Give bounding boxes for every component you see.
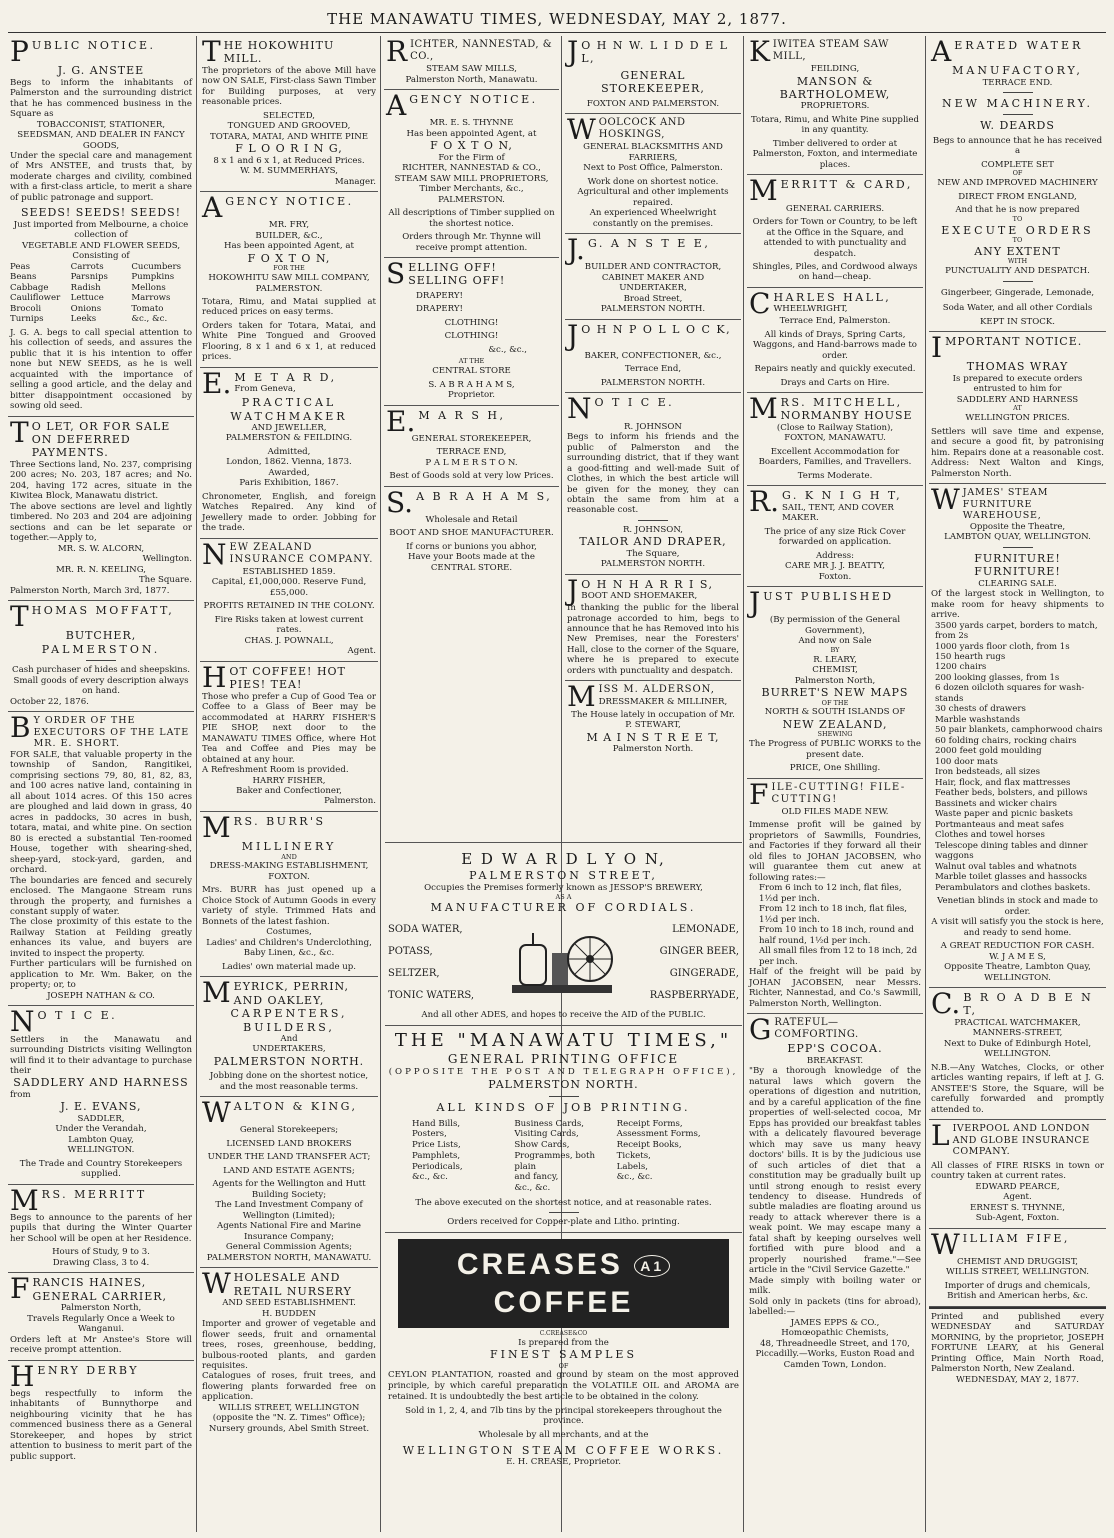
cordial-list-left: SODA WATER, POTASS, SELTZER, TONIC WATERS, bbox=[388, 924, 475, 1002]
ad-thynne-agency: A GENCY NOTICE. MR. E. S. THYNNE Has been appointed Agent, at F O X T O N, For the Firm of RICHTER, NANNESTAD & CO., STEAM SAW MILL PROPRIETORS, Timber Merchants, &c., PALMERSTON. All descriptions of Timber supplied on the shortest notice. Orders through Mr. Thynne will receive prompt attention. bbox=[384, 90, 559, 258]
ad-marsh-storekeeper: E. M A R S H, GENERAL STOREKEEPER, TERRACE END, P A L M E R S T O N. Best of Goods sold at very low Prices. bbox=[384, 406, 559, 487]
ad-aerated-water: A ERATED WATER MANUFACTORY, TERRACE END. NEW MACHINERY. W. DEARDS Begs to announce that he has received a COMPLETE SET OF NEW AND IMPROVED MACHINERY DIRECT FROM ENGLAND, And that he is now prepared TO EXECUTE ORDERS TO ANY EXTENT WITH PUNCTUALITY AND DESPATCH. Gingerbeer, Gingerade, Lemonade, Soda Water, and all other Cordials KEPT IN STOCK. bbox=[929, 36, 1106, 332]
ad-just-published: J UST PUBLISHED (By permission of the General Government), And now on Sale BY R. LEARY, CHEMIST, Palmerston North, BURRET'S NEW MAPS OF THE NORTH & SOUTH ISLANDS OF NEW ZEALAND, SHEWING The Progress of PUBLIC WORKS to the present date. PRICE, One Shilling. bbox=[747, 587, 923, 779]
ad-abrahams-boots: S. A B R A H A M S, Wholesale and Retail BOOT AND SHOE MANUFACTURER. If corns or bunions you abhor, Have your Boots made at the CENTRAL STORE. bbox=[386, 485, 554, 573]
ad-anstee-builder: J. G. A N S T E E, BUILDER AND CONTRACTOR, CABINET MAKER AND UNDERTAKER, Broad Street, PALMERSTON NORTH. bbox=[565, 234, 741, 320]
wide-ad-block bbox=[385, 846, 742, 1472]
ad-moffatt: T HOMAS MOFFATT, BUTCHER, PALMERSTON. Cash purchaser of hides and sheepskins. Small goods of every description always on hand. October 22, 1876. bbox=[8, 601, 194, 712]
seed-list: Peas Carrots Cucumbers Beans Parsnips Pumpkins Cabbage Radish Mellons Cauliflower Lettuce Marrows Brocoli Onions Tomato Turnips Leeks &c., &c. bbox=[10, 261, 182, 325]
ad-anstee-public-notice: P UBLIC NOTICE. J. G. ANSTEE Begs to inform the inhabitants of Palmerston and the surrounding district that he has commenced business in the Square as TOBACCONIST, STATIONER, SEEDSMAN, AND DEALER IN FANCY GOODS, Under the special care and management of Mrs ANSTEE, and trusts that, by moderate charges and civility, combined with a first-class article, to merit a share of public patronage and support. SEEDS! SEEDS! SEEDS! Just imported from Melbourne, a choice collection of VEGETABLE AND FLOWER SEEDS, Consisting of Peas Carrots Cucumbers Beans Parsnips Pumpkins Cabbage Radish Mellons Cauliflower Lettuce Marrows Brocoli Onions Tomato Turnips Leeks &c., &c. J. G. A. begs to call special attention to his collection of seeds, and assures the public that it is his intention to offer none but NEW SEEDS, as he is well acquainted with the importance of selling a good article, and the delay and bitter disappointment occasioned by sowing old seed. bbox=[8, 36, 194, 417]
ad-liddell: J O H N W. L I D D E L L, GENERAL STOREKEEPER, FOXTON AND PALMERSTON. bbox=[565, 36, 741, 114]
column-2 bbox=[200, 36, 378, 1532]
masthead-rule bbox=[8, 32, 1106, 33]
ad-harris-boots: J O H N H A R R I S, BOOT AND SHOEMAKER, In thanking the public for the liberal patronage accorded to him, begs to announce that he has Removed into his New Premises, near the Foresters' Hall, close to the corner of the Square, where he is prepared to execute orders with punctuality and despatch. bbox=[565, 575, 741, 682]
ad-budden-nursery: W HOLESALE AND RETAIL NURSERY AND SEED ESTABLISHMENT. H. BUDDEN Importer and grower of vegetable and flower seeds, fruit and ornamental trees, roses, greenhouse, bedding, bulbous-rooted plants, and garden requisites. Catalogues of roses, fruit trees, and flowering plants forwarded free on application. WILLIS STREET, WELLINGTON (opposite the "N. Z. Times" Office); Nursery grounds, Abel Smith Street. bbox=[202, 1267, 376, 1434]
ad-selling-off: S ELLING OFF! SELLING OFF! DRAPERY! DRAPERY! CLOTHING! CLOTHING! &c., &c., AT THE CENTRAL STORE S. A B R A H A M S, Proprietor. bbox=[384, 258, 559, 406]
ad-file-cutting: F ILE-CUTTING! FILE-CUTTING! OLD FILES MADE NEW. Immense profit will be gained by proprietors of Sawmills, Foundries, and Factories if they forward all their old files to JOHAN JACOBSEN, who will guarantee them cut anew at following rates:— From 6 inch to 12 inch, flat files, 1½d per inch. From 12 inch to 18 inch, flat files, 1½d per inch. From 10 inch to 18 inch, round and half round, 1½d per inch. All small files from 12 to 18 inch, 2d per inch. Half of the freight will be paid by JOHAN JACOBSEN, near Messrs. Richter, Nannestad, and Co.'s Sawmill, Palmerston North, Wellington. bbox=[747, 779, 923, 1014]
ad-francis-haines: F RANCIS HAINES, GENERAL CARRIER, Palmerston North, Travels Regularly Once a Week to Wanganui. Orders left at Mr Anstee's Store will receive prompt attention. bbox=[8, 1273, 194, 1360]
cordial-list-right: LEMONADE, GINGER BEER, GINGERADE, RASPBERRYADE, bbox=[649, 924, 739, 1002]
column-1 bbox=[8, 36, 194, 1532]
ad-mrs-merritt-school: M RS. MERRITT Begs to announce to the parents of her pupils that during the Winter Quarter her School will be open at her Residence. Hours of Study, 9 to 3. Drawing Class, 3 to 4. bbox=[8, 1185, 194, 1274]
ad-johnson-notice: N O T I C E. R. JOHNSON Begs to inform his friends and the public of Palmerston and the surrounding district, that if they want a good-fitting and well-made Suit of Clothes, in which the best article will be given for the money, they can obtain the same from him at a reasonable cost. R. JOHNSON, TAILOR AND DRAPER, The Square, PALMERSTON NORTH. bbox=[565, 393, 741, 574]
column-5 bbox=[747, 36, 923, 1532]
ad-woolcock-hoskings: W OOLCOCK AND HOSKINGS, GENERAL BLACKSMITHS AND FARRIERS, Next to Post Office, Palmerston. Work done on shortest notice. Agricultural and other implements repaired. An experienced Wheelwright constantly on the premises. bbox=[565, 114, 741, 234]
ad-hokowhitu-mill: T HE HOKOWHITU MILL. The proprietors of the above Mill have now ON SALE, First-class Sawn Timber for Building purposes, at very reasonable prices. SELECTED, TONGUED AND GROOVED, TOTARA, MATAI, AND WHITE PINE F L O O R I N G, 8 x 1 and 6 x 1, at Reduced Prices. W. M. SUMMERHAYS, Manager. bbox=[200, 36, 378, 192]
column-separator bbox=[380, 36, 381, 1532]
ad-printing-office: THE "MANAWATU TIMES," GENERAL PRINTING OFFICE (OPPOSITE THE POST AND TELEGRAPH OFFICE), PALMERSTON NORTH. ALL KINDS OF JOB PRINTING. Hand Bills, Posters, Price Lists, Pamphlets, Periodicals, &c., &c. Business Cards, Visiting Cards, Show Cards, Programmes, both plain and fancy, &c., &c. Receipt Forms, Assessment Forms, Receipt Books, Tickets, Labels, &c., &c. The above executed on the shortest notice, and at reasonable rates. Orders received for Copper-plate and Litho. printing. bbox=[385, 1026, 742, 1233]
column-4 bbox=[565, 36, 741, 846]
ad-richter-nannestad: R ICHTER, NANNESTAD, & CO., STEAM SAW MILLS, Palmerston North, Manawatu. bbox=[384, 36, 559, 90]
ad-thomas-wray: I MPORTANT NOTICE. THOMAS WRAY Is prepared to execute orders entrusted to him for SADDLERY AND HARNESS AT WELLINGTON PRICES. Settlers will save time and expense, and secure a good fit, by patronising him. Repairs done at a reasonable cost. Address: Next Walton and Kings, Palmerston North. bbox=[929, 332, 1106, 484]
ad-edward-lyon: E D W A R D L Y O N, PALMERSTON STREET, Occupies the Premises formerly known as JESSOP'S BREWERY, AS A MANUFACTURER OF CORDIALS. SODA WATER, POTASS, SELTZER, TONIC WATERS, LEMONADE, GINGER BEER, GINGERADE, RASPBERRYADE, And all other ADES, and hopes to receive the AID of the PUBLIC. bbox=[385, 846, 742, 1026]
ad-epps-cocoa: G RATEFUL—COMFORTING. EPP'S COCOA. BREAKFAST. "By a thorough knowledge of the natural laws which govern the operations of digestion and nutrition, and by a careful application of the fine properties of well-selected cocoa, Mr Epps has provided our breakfast tables with a delicately flavoured beverage which may save us many heavy doctors' bills. It is by the judicious use of such articles of diet that a constitution may be gradually built up until strong enough to resist every tendency to disease. Hundreds of subtle maladies are floating around us ready to attack wherever there is a weak point. We may escape many a fatal shaft by keeping ourselves well fortified with pure blood and a properly nourished frame."—See article in the "Civil Service Gazette." Made simply with boiling water or milk. Sold only in packets (tins for abroad), labelled:— JAMES EPPS & CO., Homœopathic Chemists, 48, Threadneedle Street, and 170, Piccadilly.—Works, Euston Road and Camden Town, London. bbox=[749, 1013, 921, 1370]
cordial-machine-illustration bbox=[502, 923, 622, 1003]
crease-coffee-banner: CREASES A1 COFFEE bbox=[398, 1239, 729, 1328]
column-separator bbox=[925, 36, 926, 1532]
ad-to-let: T O LET, OR FOR SALE ON DEFERRED PAYMENTS. Three Sections land, No. 237, comprising 200 acres; No. 203, 187 acres; and No. 204, having 172 acres, situate in the Kiwitea Block, Manawatu district. The above sections are level and lightly timbered. No 203 and 204 are adjoining sections and can be let separate or together.—Apply to, MR. S. W. ALCORN, Wellington. MR. R. N. KEELING, The Square. Palmerston North, March 3rd, 1877. bbox=[8, 417, 194, 602]
column-separator bbox=[743, 36, 744, 1532]
column-separator bbox=[196, 36, 197, 1532]
ad-alderson: M ISS M. ALDERSON, DRESSMAKER & MILLINER, The House lately in occupation of Mr. P. STEWART, M A I N S T R E E T, Palmerston North. bbox=[567, 680, 735, 754]
ad-henry-derby: H ENRY DERBY begs respectfully to inform the inhabitants of Bunnythorpe and neighbouring vicinity that he has commenced business there as a General Storekeeper, and hopes by strict attention to business to merit part of the public support. bbox=[10, 1359, 192, 1462]
ad-kiwitea-mill: K IWITEA STEAM SAW MILL, FEILDING, MANSON & BARTHOLOMEW, PROPRIETORS. Totara, Rimu, and White Pine supplied in any quantity. Timber delivered to order at Palmerston, Foxton, and intermediate places. bbox=[747, 36, 923, 175]
masthead: THE MANAWATU TIMES, WEDNESDAY, MAY 2, 1877. bbox=[327, 10, 787, 28]
ad-metard-watchmaker: E. M E T A R D, From Geneva, PRACTICAL WATCHMAKER AND JEWELLER, PALMERSTON & FEILDING. Admitted, London, 1862. Vienna, 1873. Awarded, Paris Exhibition, 1867. Chronometer, English, and foreign Watches Repaired. Any kind of Jewellery made to order. Jobbing for the trade. bbox=[200, 368, 378, 539]
ad-nz-insurance: N EW ZEALAND INSURANCE COMPANY. ESTABLISHED 1859. Capital, £1,000,000. Reserve Fund, £55,000. PROFITS RETAINED IN THE COLONY. Fire Risks taken at lowest current rates. CHAS. J. POWNALL, Agent. bbox=[200, 539, 378, 662]
column-6 bbox=[929, 36, 1106, 1532]
ad-evans-notice: N O T I C E. Settlers in the Manawatu and surrounding Districts visiting Wellington will find it to their advantage to purchase their SADDLERY AND HARNESS from J. E. EVANS, SADDLER, Under the Verandah, Lambton Quay, WELLINGTON. The Trade and Country Storekeepers supplied. bbox=[8, 1006, 194, 1184]
ad-mrs-burr: M RS. BURR'S MILLINERY AND DRESS-MAKING ESTABLISHMENT, FOXTON. Mrs. BURR has just opened up a Choice Stock of Autumn Goods in every variety of style. Trimmed Hats and Bonnets of the latest fashion. Costumes, Ladies' and Children's Underclothing, Baby Linen, &c., &c. Ladies' own material made up. bbox=[200, 812, 378, 977]
ad-executors-short: B Y ORDER OF THE EXECUTORS OF THE LATE MR. E. SHORT. FOR SALE, that valuable property in the township of Sandon, Rangitikei, comprising sections 79, 80, 81, 82, 83, and 100 acres native land, containing in all about 1014 acres. Of this 150 acres are ploughed and laid down in grass, 40 acres in paddocks, 30 acres in bush, totara, matai, and white pine. On section 80 is erected a substantial Ten-roomed House, together with shearing-shed, sheep-yard, stock-yard, garden, and orchard. The boundaries are fenced and securely enclosed. The Mangaone Stream runs through the property, and furnishes a constant supply of water. The close proximity of this estate to the Railway Station at Feilding greatly enhances its value, and buyers are invited to inspect the property. Further particulars will be furnished on application to Mr. Wm. Baker, on the property; or, to JOSEPH NATHAN & CO. bbox=[8, 712, 194, 1006]
ad-walton-king: W ALTON & KING, General Storekeepers; LICENSED LAND BROKERS UNDER THE LAND TRANSFER ACT; LAND AND ESTATE AGENTS; Agents for the Wellington and Hutt Building Society; The Land Investment Company of Wellington (Limited); Agents National Fire and Marine Insurance Company; General Commission Agents; PALMERSTON NORTH, MANAWATU. bbox=[200, 1097, 378, 1268]
ad-liverpool-insurance: L IVERPOOL AND LONDON AND GLOBE INSURANCE COMPANY. All classes of FIRE RISKS in town or country taken at current rates. EDWARD PEARCE, Agent. ERNEST S. THYNNE, Sub-Agent, Foxton. bbox=[929, 1120, 1106, 1229]
column-3 bbox=[384, 36, 559, 846]
ad-james-furniture: W JAMES' STEAM FURNITURE WAREHOUSE, Opposite the Theatre, LAMBTON QUAY, WELLINGTON. FURNITURE! FURNITURE! CLEARING SALE. Of the largest stock in Wellington, to make room for heavy shipments to arrive. 3500 yards carpet, borders to match, from 2s 1000 yards floor cloth, from 1s 150 hearth rugs 1200 chairs 200 looking glasses, from 1s 6 dozen oilcloth squares for wash-stands 30 chests of drawers Marble washstands 50 pair blankets, camphorwood chairs 60 folding chairs, rocking chairs 2000 feet gold moulding 100 door mats Iron bedsteads, all sizes Hair, flock, and flax mattresses Feather beds, bolsters, and pillows Bassinets and wicker chairs Waste paper and picnic baskets Portmanteaus and meat safes Clothes and towel horses Telescope dining tables and dinner waggons Walnut oval tables and whatnots Marble toilet glasses and hassocks Perambulators and clothes baskets. Venetian blinds in stock and made to order. A visit will satisfy you the stock is here, and ready to send home. A GREAT REDUCTION FOR CASH. W. J A M E S, Opposite Theatre, Lambton Quay, WELLINGTON. bbox=[929, 484, 1106, 988]
printing-services: Hand Bills, Posters, Price Lists, Pamphlets, Periodicals, &c., &c. Business Cards, Visiting Cards, Show Cards, Programmes, both plain and fancy, &c., &c. Receipt Forms, Assessment Forms, Receipt Books, Tickets, Labels, &c., &c. bbox=[412, 1118, 701, 1193]
ad-hot-coffee: H OT COFFEE! HOT PIES! TEA! Those who prefer a Cup of Good Tea or Coffee to a Glass of Beer may be accommodated at HARRY FISHER'S PIE SHOP, next door to the MANAWATU TIMES Office, where Hot Tea and Coffee and Pies may be obtained at any hour. A Refreshment Room is provided. HARRY FISHER, Baker and Confectioner, Palmerston. bbox=[200, 662, 378, 812]
ad-charles-hall: C HARLES HALL, WHEELWRIGHT, Terrace End, Palmerston. All kinds of Drays, Spring Carts, Waggons, and Hand-barrows made to order. Repairs neatly and quickly executed. Drays and Carts on Hire. bbox=[747, 288, 923, 393]
furniture-list: 3500 yards carpet, borders to match, from 2s 1000 yards floor cloth, from 1s 150 hearth rugs 1200 chairs 200 looking glasses, from 1s 6 dozen oilcloth squares for wash-stands 30 chests of drawers Marble washstands 50 pair blankets, camphorwood chairs 60 folding chairs, rocking chairs 2000 feet gold moulding 100 door mats Iron bedsteads, all sizes Hair, flock, and flax mattresses Feather beds, bolsters, and pillows Bassinets and wicker chairs Waste paper and picnic baskets Portmanteaus and meat safes Clothes and towel horses Telescope dining tables and dinner waggons Walnut oval tables and whatnots Marble toilet glasses and hassocks Perambulators and clothes baskets. bbox=[935, 620, 1103, 893]
ad-broadbent-watchmaker: C. B R O A D B E N T, PRACTICAL WATCHMAKER, MANNERS-STREET, Next to Duke of Edinburgh Hotel, WELLINGTON. N.B.—Any Watches, Clocks, or other articles wanting repairs, if left at J. G. ANSTEE'S Store, the Square, will be carefully forwarded and promptly attended to. bbox=[929, 988, 1106, 1120]
ad-knight-sailmaker: R. G. K N I G H T, SAIL, TENT, AND COVER MAKER. The price of any size Rick Cover forwarded on application. Address: CARE MR J. J. BEATTY, Foxton. bbox=[747, 486, 923, 587]
ad-mrs-mitchell: M RS. MITCHELL, NORMANBY HOUSE (Close to Railway Station), FOXTON, MANAWATU. Excellent Accommodation for Boarders, Families, and Travellers. Terms Moderate. bbox=[747, 393, 923, 486]
colophon: Printed and published every WEDNESDAY and SATURDAY MORNING, by the proprietor, JOSEPH FORTUNE LEARY, at his General Printing Office, Main North Road, Palmerston North, New Zealand. WEDNESDAY, MAY 2, 1877. bbox=[929, 1307, 1106, 1389]
ad-fry-agency: A GENCY NOTICE. MR. FRY, BUILDER, &C., Has been appointed Agent, at F O X T O N, FOR THE HOKOWHITU SAW MILL COMPANY, PALMERSTON. Totara, Rimu, and Matai supplied at reduced prices on easy terms. Orders taken for Totara, Matai, and White Pine Tongued and Grooved Flooring, 8 x 1 and 6 x 1, at reduced prices. bbox=[200, 192, 378, 368]
ad-william-fife: W ILLIAM FIFE, CHEMIST AND DRUGGIST, WILLIS STREET, WELLINGTON. Importer of drugs and chemicals, British and American herbs, &c. bbox=[929, 1229, 1106, 1307]
ad-crease-coffee: CREASES A1 COFFEE C.CREASE&CO Is prepared from the FINEST SAMPLES OF CEYLON PLANTATION, roasted and ground by steam on the most approved principle, by which careful preparation the VOLATILE OIL and AROMA are retained. It is undoubtedly the best article to be obtained in the colony. Sold in 1, 2, 4, and 7lb tins by the principal storekeepers throughout the province. Wholesale by all merchants, and at the WELLINGTON STEAM COFFEE WORKS. E. H. CREASE, Proprietor. bbox=[385, 1233, 742, 1472]
ad-meyrick-perrin: M EYRICK, PERRIN, AND OAKLEY, CARPENTERS, BUILDERS, And UNDERTAKERS, PALMERSTON NORTH. Jobbing done on the shortest notice, and the most reasonable terms. bbox=[200, 977, 378, 1097]
ad-pollock: J O H N P O L L O C K, BAKER, CONFECTIONER, &c., Terrace End, PALMERSTON NORTH. bbox=[565, 320, 741, 394]
ad-merritt-card: M ERRITT & CARD, GENERAL CARRIERS. Orders for Town or Country, to be left at the Office in the Square, and attended to with punctuality and despatch. Shingles, Piles, and Cordwood always on hand—cheap. bbox=[747, 175, 923, 288]
